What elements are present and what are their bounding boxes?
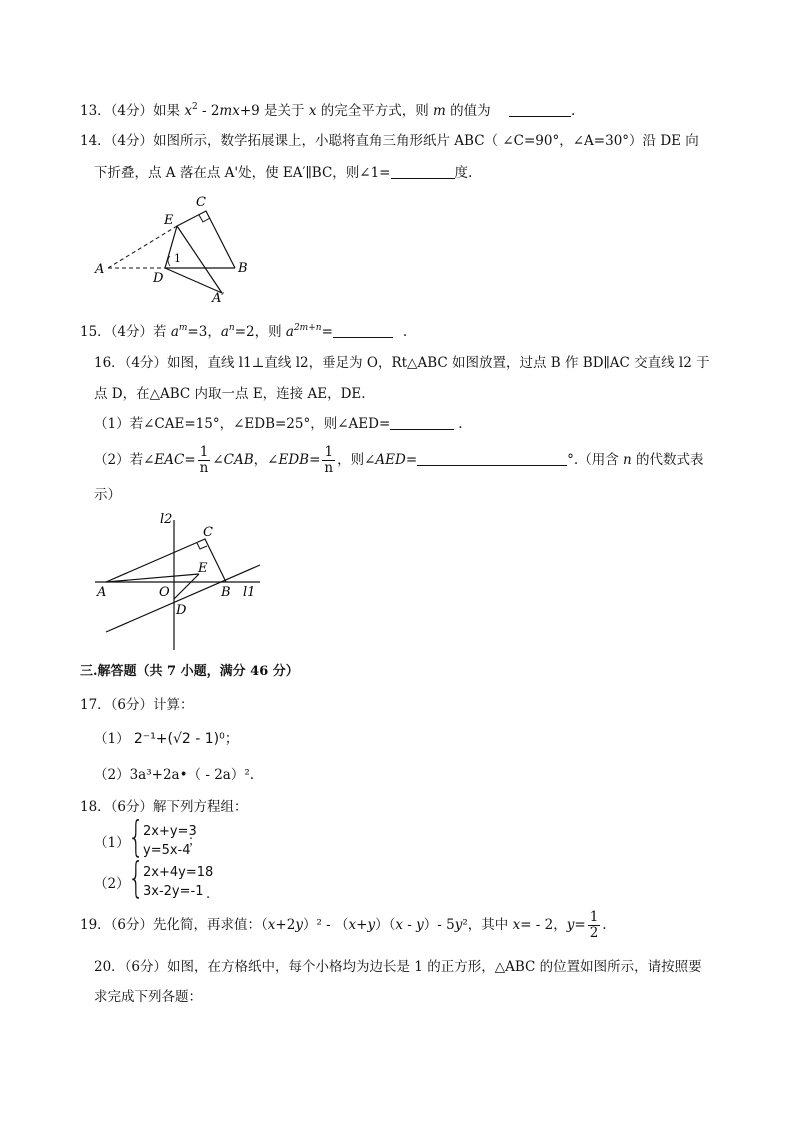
- punctuation: .: [206, 887, 211, 902]
- label-l2: l2: [160, 512, 173, 527]
- q15-var: a: [285, 324, 294, 340]
- q19-text: .: [602, 917, 607, 933]
- q13-var: m: [433, 103, 446, 119]
- q16-var: AED: [375, 452, 406, 468]
- frac-num: 1: [589, 909, 599, 925]
- q16-text: （2）若∠: [94, 452, 155, 468]
- q16-part2-answer-blank[interactable]: [417, 451, 567, 466]
- q16-part1-answer-blank[interactable]: [390, 415, 454, 430]
- q14-answer-blank[interactable]: [391, 164, 455, 179]
- q13-var: x: [308, 103, 317, 119]
- q13-var: mx: [219, 103, 240, 119]
- punctuation: ；: [188, 834, 202, 849]
- q16-text: =: [184, 452, 196, 468]
- q15-var: a: [170, 324, 179, 340]
- q15-text: =3，: [187, 324, 221, 340]
- label-o: O: [159, 585, 170, 600]
- q19-text: -: [402, 917, 417, 933]
- q16-text: =: [309, 452, 321, 468]
- label-e: E: [198, 561, 208, 576]
- q16-part1: [94, 414, 463, 434]
- q15: [80, 322, 407, 342]
- q19-text: = - 2，: [520, 917, 567, 933]
- frac-den: 2: [589, 925, 599, 941]
- label-angle-1: 1: [174, 252, 181, 265]
- q19-var: y: [295, 917, 303, 933]
- equation: y=5x-4: [143, 843, 191, 858]
- brace-icon: {: [128, 853, 145, 902]
- q17-expression-2: 3a³+2a•（ - 2a）².: [129, 767, 255, 783]
- q13-text: 的完全平方式，则: [316, 103, 434, 119]
- equation-system-2: [128, 853, 228, 903]
- q16-var: n: [623, 452, 632, 468]
- q19-text: ）（: [375, 917, 396, 933]
- label-l1: l1: [243, 585, 256, 600]
- q13-text: +9 是关于: [239, 103, 309, 119]
- q18-title: 18．（6分）解下列方程组：: [80, 799, 248, 815]
- q19-text: +2: [275, 917, 296, 933]
- frac-num: 1: [198, 445, 211, 461]
- q19-var: x: [395, 917, 403, 933]
- q17-expression-1: 2⁻¹+(√2 - 1)⁰；: [133, 731, 239, 747]
- q16-text: ∠: [212, 452, 224, 468]
- triangle-abc: [106, 539, 226, 582]
- q14-text: 度.: [454, 165, 473, 181]
- q16-part2: [94, 444, 704, 476]
- label-c: C: [196, 195, 206, 210]
- q15-var: a: [220, 324, 229, 340]
- q16-line1: 16．（4分）如图，直线 l1⊥直线 l2，垂足为 O，Rt△ABC 如图放置，过点 B 作 BD∥AC 交直线 l2 于: [94, 355, 710, 371]
- q19-var: y: [454, 917, 463, 933]
- label-b: B: [221, 585, 231, 600]
- q20-line2: 求完成下列各题：: [94, 989, 202, 1005]
- q19-var: y: [566, 917, 575, 933]
- q19-var: x: [348, 917, 357, 933]
- q17-part-number: （1）: [94, 731, 130, 747]
- q14-figure: [90, 190, 265, 310]
- q16-text: ，∠: [253, 452, 279, 468]
- label-a-prime: A′: [212, 291, 225, 306]
- brace-icon: {: [128, 812, 145, 861]
- q14-text: 下折叠，点 A 落在点 A'处，使 EA′∥BC，则∠1=: [94, 165, 391, 181]
- q16-text: °.（用含: [567, 452, 624, 468]
- equation: 3x-2y=-1: [143, 884, 204, 899]
- q16-var: CAB: [223, 452, 254, 468]
- q16-text: =: [405, 452, 418, 468]
- fraction-one-half: [588, 910, 601, 941]
- equation: 2x+4y=18: [143, 865, 214, 880]
- q19-text: ²，其中: [462, 917, 513, 933]
- line-ed: [174, 574, 199, 599]
- q17-part1: [94, 729, 239, 749]
- q13-text: 的值为: [445, 103, 491, 119]
- q13-answer-blank[interactable]: [509, 102, 571, 117]
- q16-text: （1）若∠CAE=15°，∠EDB=25°，则∠AED=: [94, 416, 391, 432]
- q13-text: - 2: [197, 103, 220, 119]
- label-c: C: [203, 525, 213, 540]
- q19-text: 19．（6分）先化简，再求值：（: [80, 917, 268, 933]
- q19-text: ）² - （: [302, 917, 349, 933]
- q17-part-number: （2）: [94, 767, 130, 783]
- q16-figure: [90, 508, 270, 658]
- q19-text: =: [574, 917, 586, 933]
- q15-exp: n: [228, 323, 235, 333]
- q19-text: +: [356, 917, 368, 933]
- q14-line1: 14．（4分）如图所示，数学拓展课上，小聪将直角三角形纸片 ABC（ ∠C=90°，∠A=30°）沿 DE 向: [80, 133, 699, 149]
- q16-text: ，则∠: [337, 452, 376, 468]
- q15-text: .: [402, 324, 408, 340]
- q15-text: 15．（4分）若: [80, 324, 171, 340]
- q17-part2: [94, 765, 254, 785]
- q17-title: 17．（6分）计算：: [80, 697, 194, 713]
- q19-var: y: [416, 917, 424, 933]
- label-a: A: [95, 262, 105, 277]
- right-angle-mark: [197, 543, 207, 549]
- q19-var: x: [267, 917, 276, 933]
- q16-line2: 点 D，在△ABC 内取一点 E，连接 AE，DE.: [94, 386, 366, 402]
- q20-line1: 20．（6分）如图，在方格纸中，每个小格均为边长是 1 的正方形，△ABC 的位置如图所示，请按照要: [94, 959, 702, 975]
- q16-text: 的代数式表: [631, 452, 704, 468]
- label-a: A: [97, 585, 107, 600]
- q15-exp: m: [178, 323, 188, 333]
- q15-text: =2，则: [234, 324, 286, 340]
- q18-part1-number: （1）: [94, 835, 130, 851]
- section-heading: 三.解答题（共 7 小题，满分 46 分）: [80, 664, 299, 679]
- q13-text: .: [570, 103, 576, 119]
- q14-line2: [94, 163, 472, 183]
- label-b: B: [238, 261, 248, 276]
- q16-var: EAC: [154, 452, 185, 468]
- fraction-1-over-n: [198, 445, 211, 476]
- q13-var: x: [184, 103, 192, 119]
- q15-exp: 2m+n: [293, 323, 322, 333]
- q13-text: 13．（4分）如果: [80, 103, 185, 119]
- q16-line4: 示）: [94, 487, 121, 503]
- q19-var: y: [367, 917, 376, 933]
- label-d: D: [153, 271, 164, 286]
- equation: 2x+y=3: [143, 824, 197, 839]
- q18-part2-number: （2）: [94, 876, 130, 892]
- frac-den: n: [199, 460, 209, 476]
- q19: [80, 909, 607, 941]
- q13-exp: 2: [191, 102, 198, 112]
- q16-var: EDB: [278, 452, 310, 468]
- label-d: D: [176, 603, 187, 618]
- q16-text: .: [458, 416, 463, 432]
- q19-var: x: [512, 917, 521, 933]
- q19-text: ）- 5: [423, 917, 455, 933]
- label-e: E: [164, 213, 174, 228]
- q15-text: =: [321, 324, 333, 340]
- frac-num: 1: [322, 445, 335, 461]
- q15-answer-blank[interactable]: [333, 323, 393, 338]
- q13: [80, 101, 575, 121]
- fraction-1-over-n: [322, 445, 335, 476]
- line-ae: [106, 574, 199, 582]
- frac-den: n: [324, 460, 334, 476]
